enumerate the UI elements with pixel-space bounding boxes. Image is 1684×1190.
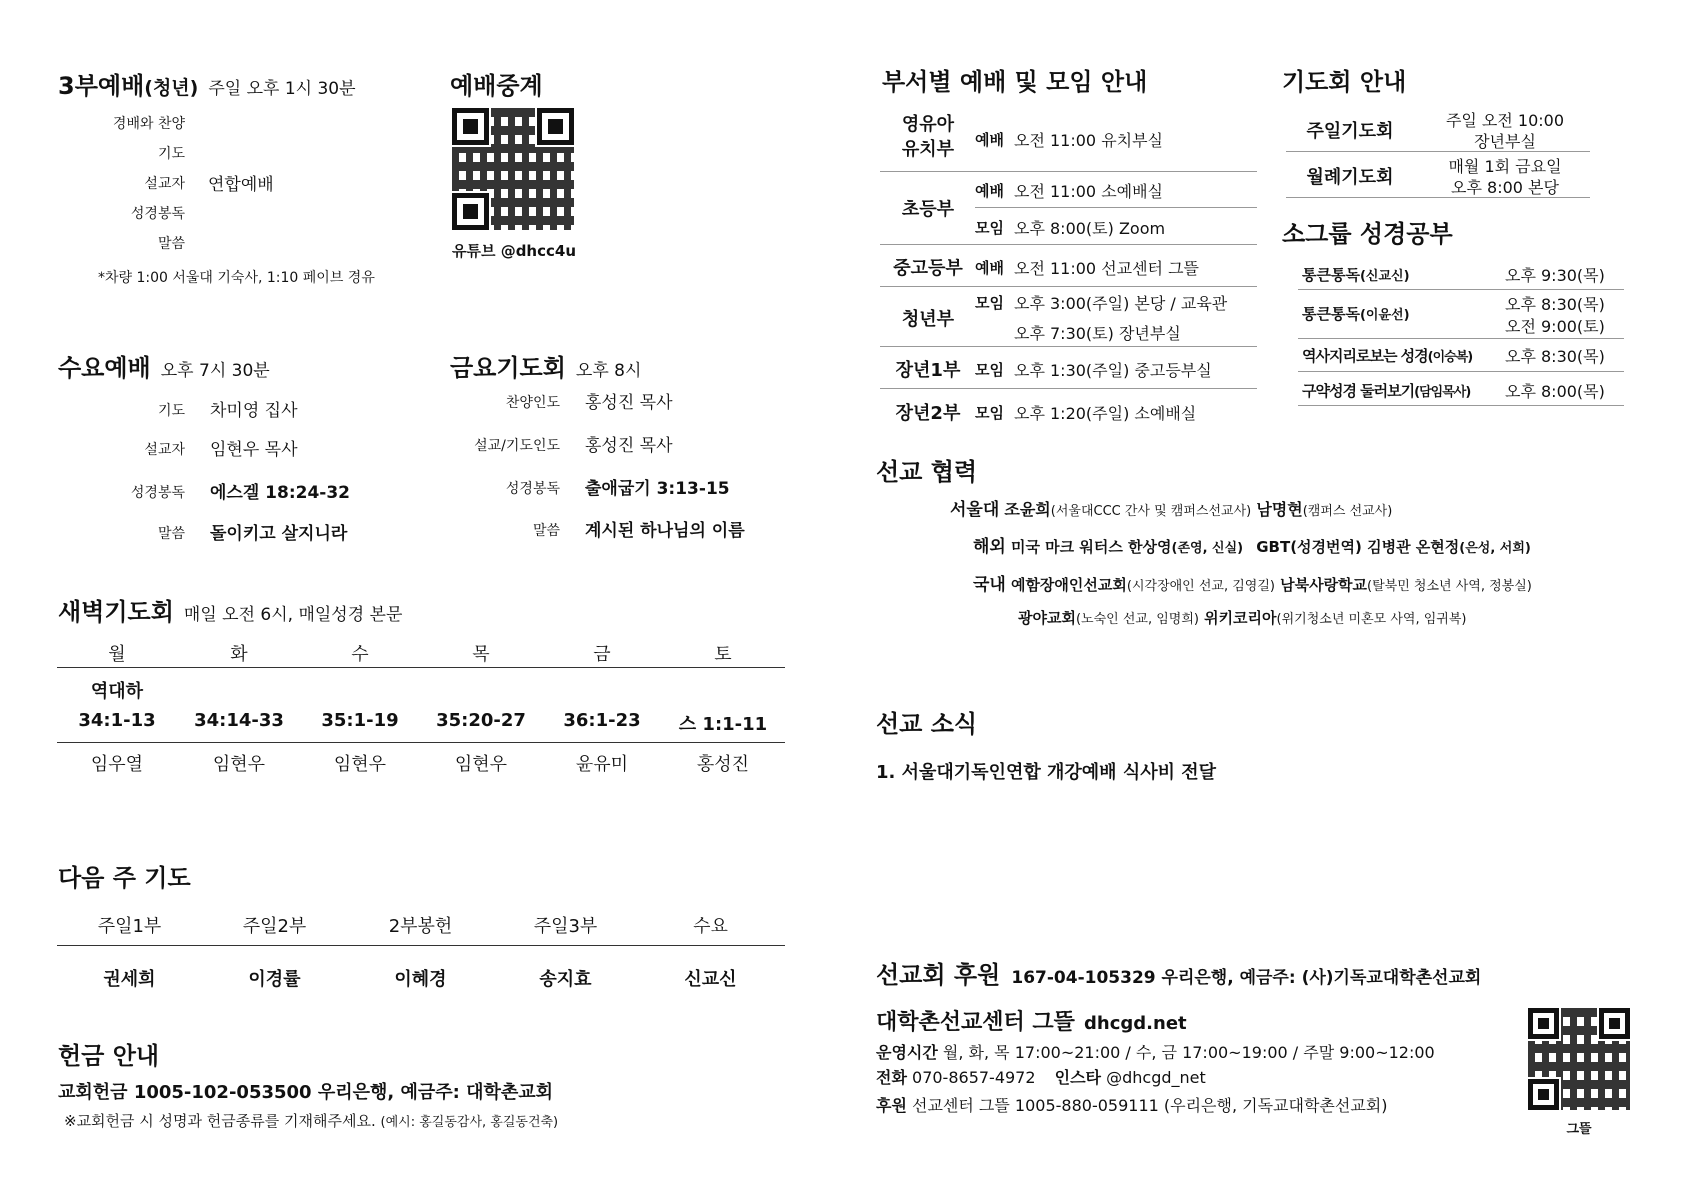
worship3-title-paren: (청년) bbox=[144, 77, 199, 99]
department-name: 청년부 bbox=[901, 309, 955, 330]
small-group-leader: (이윤선) bbox=[1359, 308, 1410, 323]
next-prayer-name: 송지효 bbox=[539, 969, 592, 990]
mission-partner-note: (존영, 신실) bbox=[1171, 541, 1244, 556]
department-kind: 예배 bbox=[975, 259, 1004, 277]
small-group-name bbox=[1302, 303, 1410, 324]
mission-support-account: 167-04-105329 우리은행, 예금주: (사)기독교대학촌선교회 bbox=[1011, 968, 1482, 988]
friday-value: 계시된 하나님의 이름 bbox=[585, 521, 745, 541]
small-group-name-text: 구약성경 둘러보기 bbox=[1302, 382, 1415, 400]
department-rule bbox=[880, 286, 1257, 287]
dawn-book: 역대하 bbox=[90, 681, 144, 702]
small-group-time: 오후 8:30(목) bbox=[1505, 295, 1605, 314]
dawn-passage: 35:1-19 bbox=[321, 710, 399, 731]
center-site-link[interactable]: dhcgd.net bbox=[1084, 1013, 1187, 1034]
broadcast-qr-code[interactable] bbox=[452, 108, 574, 230]
department-entry: 오전 11:00 유치부실 bbox=[1014, 131, 1164, 150]
dawn-passage: 34:1-13 bbox=[78, 710, 156, 731]
center-title: 대학촌선교센터 그뜰 bbox=[876, 1010, 1075, 1035]
prayer-meeting-rule bbox=[1286, 151, 1590, 152]
small-group-time: 오후 9:30(목) bbox=[1505, 266, 1605, 285]
wednesday-value: 에스겔 18:24-32 bbox=[210, 483, 351, 503]
mission-line bbox=[950, 495, 1392, 520]
wednesday-title-text: 수요예배 bbox=[58, 354, 151, 382]
dawn-passage: 36:1-23 bbox=[563, 710, 641, 731]
dawn-leader: 임현우 bbox=[454, 754, 508, 775]
worship3-value: 연합예배 bbox=[208, 175, 274, 195]
dawn-leader: 임현우 bbox=[212, 754, 266, 775]
mission-line bbox=[973, 570, 1532, 595]
mission-partner-note: (탈북민 청소년 사역, 정봉실) bbox=[1367, 579, 1532, 594]
department-kind: 모임 bbox=[975, 404, 1004, 422]
wednesday-label: 기도 bbox=[157, 403, 185, 419]
dawn-header-rule bbox=[57, 667, 785, 668]
department-name-line: 영유아 bbox=[901, 114, 955, 135]
departments-title: 부서별 예배 및 모임 안내 bbox=[882, 68, 1148, 96]
department-entry: 오후 1:20(주일) 소예배실 bbox=[1014, 404, 1197, 423]
dawn-day: 월 bbox=[108, 644, 126, 665]
next-prayer-header: 수요 bbox=[693, 916, 728, 937]
department-kind: 모임 bbox=[975, 361, 1004, 379]
department-name-line: 유치부 bbox=[901, 139, 955, 160]
small-group-leader: (신교신) bbox=[1359, 269, 1410, 284]
worship3-label: 말씀 bbox=[157, 236, 185, 252]
small-group-name-text: 통큰통독 bbox=[1302, 266, 1360, 284]
center-hours-label: 운영시간 bbox=[876, 1043, 938, 1062]
offering-note-example: (예시: 홍길동감사, 홍길동건축) bbox=[380, 1115, 559, 1130]
next-prayer-header: 주일1부 bbox=[97, 916, 162, 937]
wednesday-label: 성경봉독 bbox=[130, 485, 185, 501]
worship3-time: 주일 오후 1시 30분 bbox=[208, 79, 356, 99]
mission-news-item: 1. 서울대기독인연합 개강예배 식사비 전달 bbox=[876, 762, 1217, 783]
small-group-time: 오후 8:30(목) bbox=[1505, 347, 1605, 366]
next-prayer-header: 주일3부 bbox=[533, 916, 598, 937]
wednesday-value: 임현우 목사 bbox=[210, 440, 298, 460]
offering-note bbox=[64, 1110, 558, 1131]
dawn-day: 화 bbox=[230, 644, 248, 665]
offering-note-text: ※교회헌금 시 성명과 헌금종류를 기재해주세요. bbox=[64, 1112, 376, 1130]
small-group-rule bbox=[1298, 289, 1624, 290]
small-group-time: 오후 8:00(목) bbox=[1505, 382, 1605, 401]
prayer-meeting-rule bbox=[1286, 197, 1590, 198]
department-subrule bbox=[975, 207, 1257, 208]
small-group-rule bbox=[1298, 405, 1624, 406]
next-prayer-rule bbox=[57, 945, 785, 946]
mission-news-title: 선교 소식 bbox=[876, 710, 978, 738]
next-prayer-header: 2부봉헌 bbox=[388, 916, 453, 937]
center-contact bbox=[876, 1065, 1206, 1088]
offering-account: 교회헌금 1005-102-053500 우리은행, 예금주: 대학촌교회 bbox=[58, 1082, 554, 1103]
department-name bbox=[880, 112, 976, 162]
dawn-title bbox=[58, 592, 402, 627]
mission-partner-note: (서울대CCC 간사 및 캠퍼스선교사) bbox=[1050, 504, 1252, 519]
prayer-meetings-title: 기도회 안내 bbox=[1282, 68, 1407, 96]
mission-partner-note: (시각장애인 선교, 김영길) bbox=[1126, 579, 1275, 594]
center-heading bbox=[876, 1005, 1187, 1036]
mission-partner-note: (위기청소년 미혼모 사역, 임귀복) bbox=[1276, 612, 1467, 627]
dawn-passage: 35:20-27 bbox=[436, 710, 526, 731]
wednesday-label: 말씀 bbox=[157, 526, 185, 542]
broadcast-title: 예배중계 bbox=[450, 72, 543, 100]
center-hours bbox=[876, 1040, 1435, 1063]
next-prayer-name: 신교신 bbox=[684, 969, 737, 990]
department-rule bbox=[880, 346, 1257, 347]
small-group-title: 소그룹 성경공부 bbox=[1282, 220, 1453, 248]
mission-support bbox=[876, 955, 1481, 990]
department-rule bbox=[880, 171, 1257, 172]
friday-label: 성경봉독 bbox=[505, 481, 560, 497]
mission-region: 국내 bbox=[973, 575, 1006, 595]
prayer-meeting-place: 장년부실 bbox=[1474, 132, 1536, 151]
dawn-time: 매일 오전 6시, 매일성경 본문 bbox=[183, 605, 403, 625]
worship3-label: 설교자 bbox=[144, 176, 185, 192]
offering-title: 헌금 안내 bbox=[58, 1042, 160, 1070]
friday-label: 설교/기도인도 bbox=[474, 438, 560, 454]
dawn-passage: 스 1:1-11 bbox=[678, 714, 768, 735]
dawn-title-text: 새벽기도회 bbox=[58, 598, 174, 626]
department-entry: 오전 11:00 소예배실 bbox=[1014, 182, 1164, 201]
worship3-note: *차량 1:00 서울대 기숙사, 1:10 페이브 경유 bbox=[98, 270, 375, 286]
mission-region: 서울대 bbox=[950, 500, 1000, 520]
department-kind: 모임 bbox=[975, 219, 1004, 237]
dawn-passage: 34:14-33 bbox=[194, 710, 284, 731]
friday-value: 출애굽기 3:13-15 bbox=[585, 479, 730, 499]
friday-title bbox=[450, 348, 641, 383]
friday-value: 홍성진 목사 bbox=[585, 436, 673, 456]
prayer-meeting-name: 월례기도회 bbox=[1306, 167, 1394, 188]
wednesday-label: 설교자 bbox=[144, 442, 185, 458]
center-support-value: 선교센터 그뜰 1005-880-059111 (우리은행, 기독교대학촌선교회) bbox=[912, 1096, 1388, 1115]
worship3-label: 경배와 찬양 bbox=[112, 116, 185, 132]
mission-line bbox=[973, 532, 1531, 557]
small-group-rule bbox=[1298, 338, 1624, 339]
small-group-name-text: 통큰통독 bbox=[1302, 305, 1360, 323]
mission-partner-note: (노숙인 선교, 임명희) bbox=[1075, 612, 1199, 627]
department-name: 초등부 bbox=[901, 199, 955, 220]
prayer-meeting-time: 매월 1회 금요일 bbox=[1448, 157, 1562, 176]
department-name: 장년1부 bbox=[895, 360, 961, 381]
worship3-title bbox=[58, 66, 356, 101]
next-prayer-name: 이혜경 bbox=[394, 969, 447, 990]
wednesday-value: 돌이키고 살지니라 bbox=[210, 524, 348, 544]
mission-partner: 남북사랑학교 bbox=[1280, 576, 1368, 594]
center-qr-code[interactable] bbox=[1528, 1008, 1630, 1110]
small-group-rule bbox=[1298, 371, 1624, 372]
center-hours-value: 월, 화, 목 17:00~21:00 / 수, 금 17:00~19:00 / 주말 9:00~12:00 bbox=[942, 1043, 1435, 1062]
dawn-passage-rule bbox=[57, 742, 785, 743]
friday-time: 오후 8시 bbox=[575, 361, 642, 381]
department-rule bbox=[880, 388, 1257, 389]
department-entry: 오후 3:00(주일) 본당 / 교육관 bbox=[1014, 294, 1228, 313]
center-insta-label: 인스타 bbox=[1054, 1068, 1102, 1087]
dawn-leader: 홍성진 bbox=[696, 754, 750, 775]
friday-label: 말씀 bbox=[532, 523, 560, 539]
mission-partner: 남명현 bbox=[1256, 500, 1303, 519]
mission-partner: 미국 마크 워터스 한상영 bbox=[1010, 538, 1172, 556]
worship3-title-text: 3부예배 bbox=[58, 72, 145, 100]
small-group-name-text: 역사지리로보는 성경 bbox=[1302, 347, 1428, 365]
small-group-leader: (이승복) bbox=[1427, 350, 1473, 365]
department-kind: 예배 bbox=[975, 131, 1004, 149]
next-prayer-header: 주일2부 bbox=[242, 916, 307, 937]
mission-title: 선교 협력 bbox=[876, 458, 978, 486]
mission-partner: GBT(성경번역) 김병관 온현정 bbox=[1256, 538, 1460, 556]
department-entry: 오후 1:30(주일) 중고등부실 bbox=[1014, 361, 1212, 380]
small-group-name bbox=[1302, 264, 1410, 285]
worship3-label: 성경봉독 bbox=[130, 206, 185, 222]
department-name: 중고등부 bbox=[893, 258, 963, 279]
department-entry: 오후 7:30(토) 장년부실 bbox=[1014, 324, 1181, 343]
mission-partner: 광야교회 bbox=[1018, 609, 1076, 627]
dawn-day: 금 bbox=[593, 644, 611, 665]
mission-region: 해외 bbox=[973, 537, 1006, 557]
center-phone-value: 070-8657-4972 bbox=[912, 1068, 1036, 1087]
department-entry: 오전 11:00 선교센터 그뜰 bbox=[1014, 259, 1200, 278]
department-name: 장년2부 bbox=[895, 403, 961, 424]
small-group-name bbox=[1302, 345, 1472, 366]
friday-title-text: 금요기도회 bbox=[450, 354, 566, 382]
wednesday-value: 차미영 집사 bbox=[210, 401, 298, 421]
dawn-day: 토 bbox=[714, 644, 732, 665]
department-rule bbox=[880, 244, 1257, 245]
next-prayer-title: 다음 주 기도 bbox=[58, 864, 191, 892]
prayer-meeting-place: 오후 8:00 본당 bbox=[1451, 178, 1559, 197]
department-kind: 모임 bbox=[975, 294, 1004, 312]
center-phone-label: 전화 bbox=[876, 1068, 907, 1087]
mission-support-title: 선교회 후원 bbox=[876, 961, 1001, 989]
department-kind: 예배 bbox=[975, 182, 1004, 200]
center-insta-value: @dhcgd_net bbox=[1106, 1068, 1206, 1087]
next-prayer-name: 이경률 bbox=[248, 969, 301, 990]
dawn-leader: 윤유미 bbox=[575, 754, 629, 775]
small-group-name bbox=[1302, 380, 1470, 401]
dawn-day: 수 bbox=[351, 644, 369, 665]
small-group-leader: (담임목사) bbox=[1414, 385, 1471, 400]
mission-partner: 위키코리아 bbox=[1204, 609, 1277, 627]
mission-partner-note: (은성, 서희) bbox=[1459, 541, 1531, 556]
friday-label: 찬양인도 bbox=[505, 395, 560, 411]
dawn-leader: 임우열 bbox=[90, 754, 144, 775]
wednesday-time: 오후 7시 30분 bbox=[160, 361, 270, 381]
mission-partner-note: (캠퍼스 선교사) bbox=[1302, 504, 1393, 519]
prayer-meeting-time: 주일 오전 10:00 bbox=[1445, 111, 1565, 130]
broadcast-qr-label: 유튜브 @dhcc4u bbox=[452, 242, 577, 260]
dawn-leader: 임현우 bbox=[333, 754, 387, 775]
dawn-day: 목 bbox=[472, 644, 490, 665]
small-group-time: 오전 9:00(토) bbox=[1505, 317, 1605, 336]
mission-partner: 예함장애인선교회 bbox=[1010, 576, 1127, 594]
center-support-label: 후원 bbox=[876, 1096, 907, 1115]
mission-partner: 조윤희 bbox=[1004, 500, 1051, 519]
center-support bbox=[876, 1093, 1387, 1116]
next-prayer-name: 권세희 bbox=[103, 969, 156, 990]
mission-line bbox=[1018, 607, 1466, 628]
prayer-meeting-name: 주일기도회 bbox=[1306, 121, 1394, 142]
center-qr-label: 그뜰 bbox=[1566, 1122, 1592, 1137]
wednesday-title bbox=[58, 348, 270, 383]
department-entry: 오후 8:00(토) Zoom bbox=[1014, 219, 1166, 238]
worship3-label: 기도 bbox=[157, 146, 185, 162]
friday-value: 홍성진 목사 bbox=[585, 393, 673, 413]
